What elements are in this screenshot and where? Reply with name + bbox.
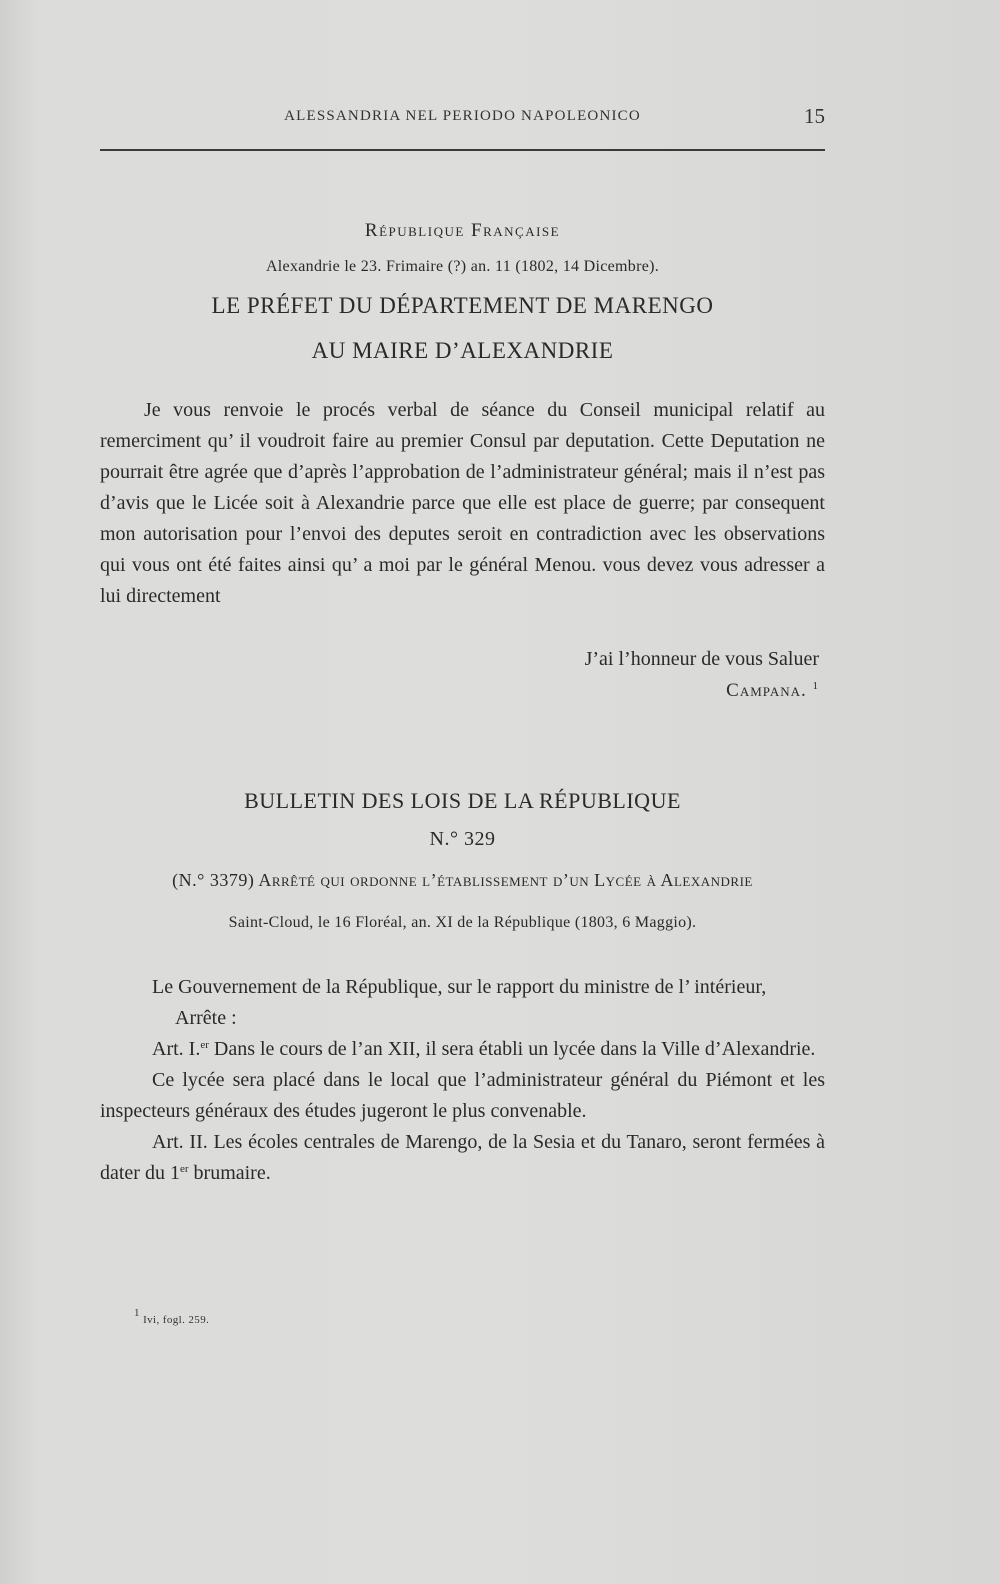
letter-dateline: Alexandrie le 23. Frimaire (?) an. 11 (1802, 14 Dicembre). <box>265 258 660 275</box>
article-1-sup: er <box>200 1039 209 1051</box>
footnote-text: Ivi, fogl. 259. <box>143 1314 210 1326</box>
header-rule <box>100 149 825 151</box>
footnote-marker: 1 <box>134 1307 140 1319</box>
signature-name: Campana. <box>726 680 807 701</box>
decree-arrete: Arrête : <box>175 1007 237 1029</box>
letter-body: Je vous renvoie le procés verbal de séance du Conseil municipal relatif au remerciment qu’ il voudroit faire au premier Consul par deputation. Cette Deputation ne pourrait être agrée que d’après l’approbation de l’administrateur général; mais il n’est pas d’avis que le Licée soit à Alexandrie parce que elle est place de guerre; par consequent mon autorisation pour l’envoi des deputes seroit en contradiction avec les observations qui vous ont été faites ainsi qu’ a moi par le général Menou. vous devez vous adresser a lui directement <box>100 399 825 607</box>
running-title: ALESSANDRIA NEL PERIODO NAPOLEONICO <box>284 108 641 124</box>
article-2 <box>100 1127 825 1189</box>
article-1-paragraph: Ce lycée sera placé dans le local que l’administrateur général du Piémont et les inspecteurs généraux des études jugeront le plus convenable. <box>100 1069 825 1122</box>
decree-preamble: Le Gouvernement de la République, sur le rapport du ministre de l’ intérieur, <box>152 976 767 998</box>
letter-heading-line1: LE PRÉFET DU DÉPARTEMENT DE MARENGO <box>211 293 714 318</box>
article-2-text-end: brumaire. <box>188 1162 271 1184</box>
article-2-sup: er <box>179 1163 189 1175</box>
article-2-text: Art. II. Les écoles centrales de Marengo, de la Sesia et du Tanaro, seront fermées à dater du 1 <box>100 1131 825 1184</box>
letter-signature <box>100 680 825 702</box>
decree-body <box>100 972 825 1189</box>
bulletin-heading: BULLETIN DES LOIS DE LA RÉPUBLIQUE <box>244 788 681 813</box>
footnote <box>134 1307 210 1326</box>
arrete-title: (N.° 3379) Arrêté qui ordonne l’établissement d’un Lycée à Alexandrie <box>172 870 753 890</box>
page-number: 15 <box>804 104 825 128</box>
letter-salutation: J’ai l’honneur de vous Saluer <box>584 648 819 670</box>
article-1 <box>100 1034 825 1065</box>
decree-dateline: Saint-Cloud, le 16 Floréal, an. XI de la République (1803, 6 Maggio). <box>228 914 697 931</box>
bulletin-number: N.° 329 <box>429 828 496 850</box>
letter-heading-line2: AU MAIRE D’ALEXANDRIE <box>311 338 614 363</box>
article-1-text: Dans le cours de l’an XII, il sera établi un lycée dans la Ville d’Alexandrie. <box>208 1038 816 1060</box>
article-1-prefix: Art. I. <box>152 1038 201 1060</box>
footnote-reference: 1 <box>812 680 819 692</box>
running-head <box>100 104 825 132</box>
republic-heading: République Française <box>364 220 561 241</box>
